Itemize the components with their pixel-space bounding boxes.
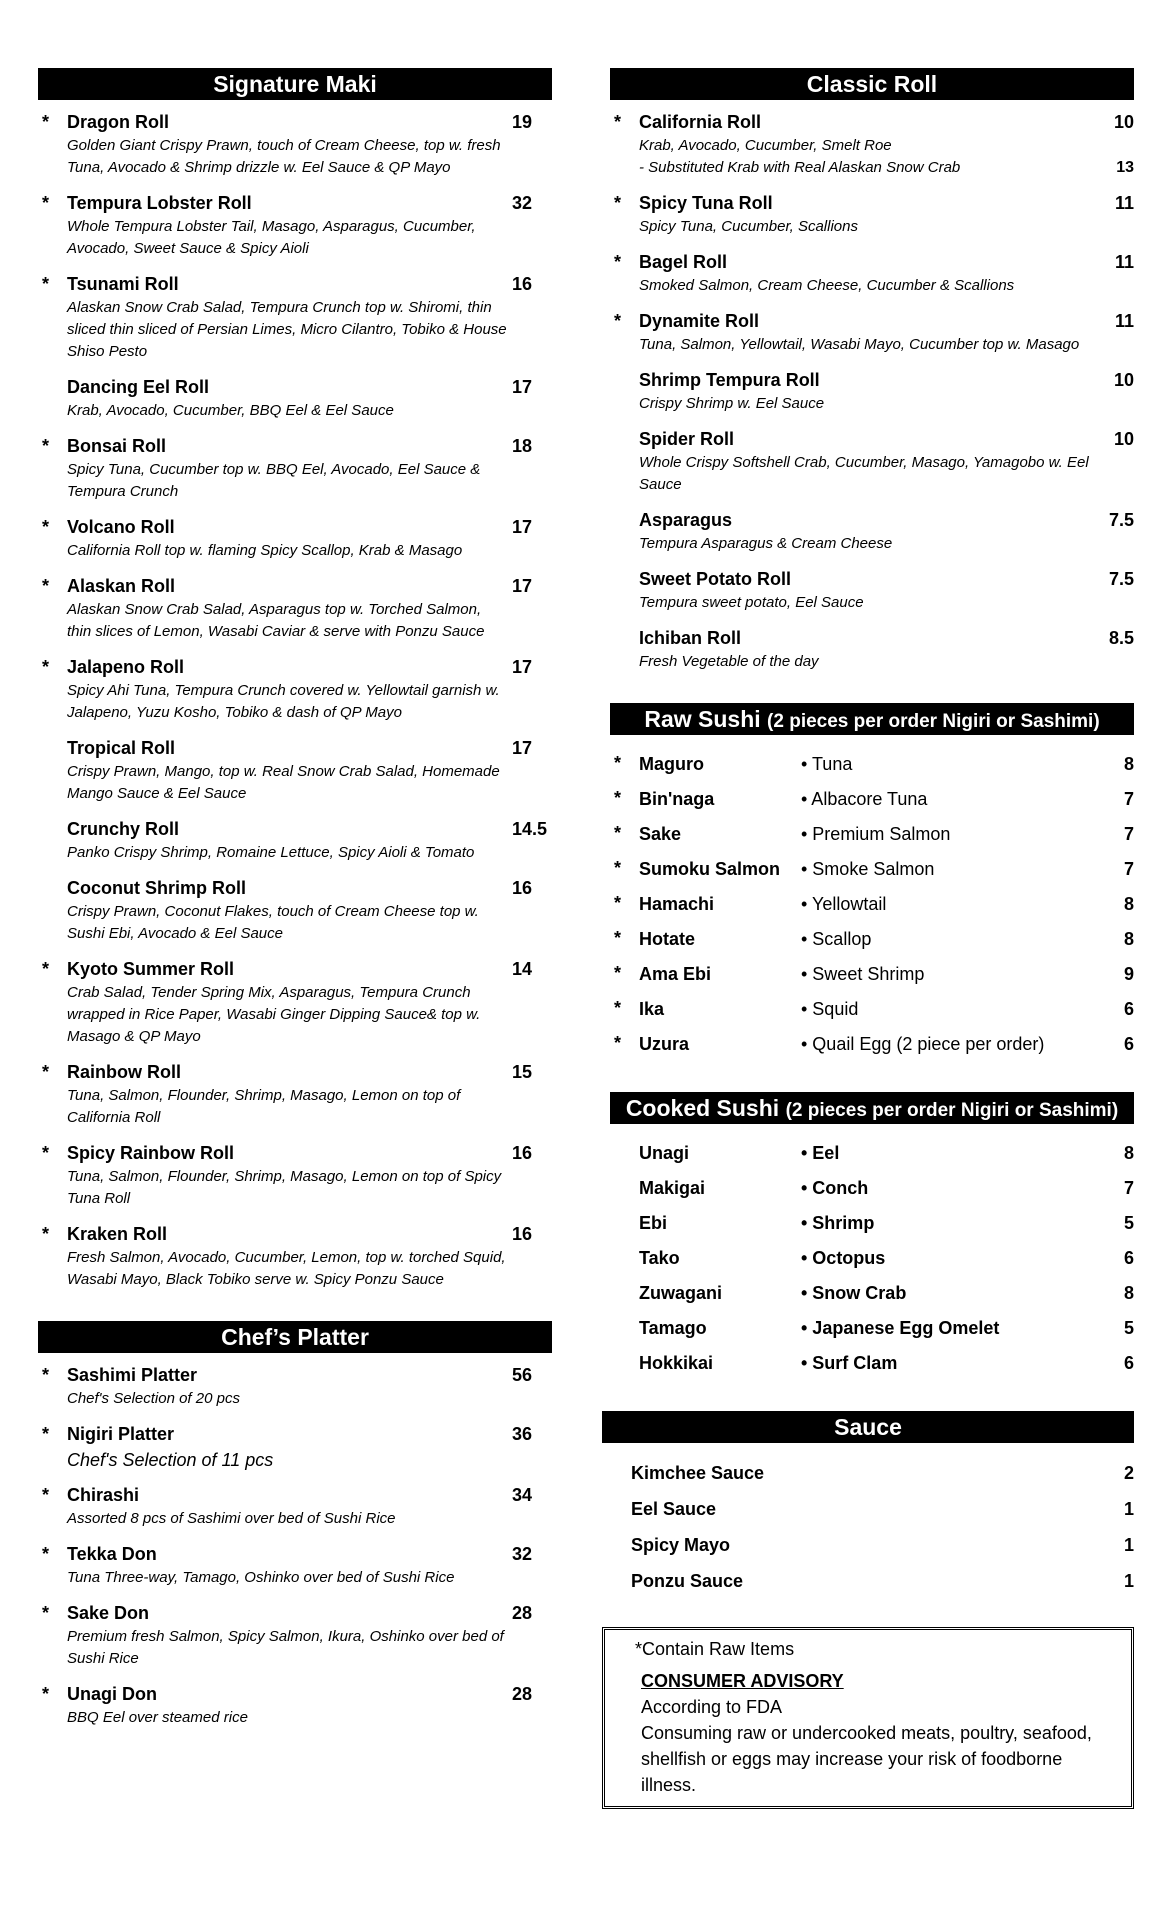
sauce-price: 1	[1123, 1534, 1134, 1555]
item-description: Crispy Shrimp w. Eel Sauce	[639, 395, 825, 412]
item-name: Crunchy Roll	[67, 819, 180, 839]
raw-item-asterisk: *	[42, 112, 50, 132]
sushi-item	[610, 1171, 1134, 1206]
item-name: Spicy Tuna Roll	[639, 193, 773, 213]
item-price: 28	[512, 1603, 533, 1623]
item-price: 28	[512, 1684, 533, 1704]
sushi-price: 7	[1123, 1178, 1134, 1198]
sushi-description: • Tuna	[801, 754, 853, 774]
signature-maki-section	[38, 68, 552, 1291]
item-header	[639, 193, 1134, 214]
item-price: 17	[512, 576, 533, 596]
item-description: Tempura Asparagus & Cream Cheese	[639, 535, 893, 552]
section-note: (2 pieces per order Nigiri or Sashimi)	[785, 1100, 1119, 1121]
item-header	[67, 517, 552, 538]
option-description: - Substituted Krab with Real Alaskan Snow Crab	[639, 159, 961, 176]
sushi-item	[610, 1311, 1134, 1346]
item-name: Tempura Lobster Roll	[67, 193, 252, 213]
sauce-name: Spicy Mayo	[631, 1534, 731, 1555]
section-title: Chef’s Platter	[38, 1321, 552, 1353]
item-name: Kyoto Summer Roll	[67, 959, 235, 979]
raw-item-asterisk: *	[614, 1033, 622, 1053]
sushi-name: Maguro	[639, 754, 704, 774]
menu-item	[610, 311, 1134, 356]
raw-items-note: *Contain Raw Items	[635, 1639, 795, 1659]
item-description: Smoked Salmon, Cream Cheese, Cucumber & Scallions	[639, 277, 1015, 294]
item-name: Ichiban Roll	[639, 628, 742, 648]
item-header	[639, 252, 1134, 273]
sauce-name: Ponzu Sauce	[631, 1570, 744, 1591]
raw-item-asterisk: *	[614, 823, 622, 843]
raw-item-asterisk: *	[42, 274, 50, 294]
item-name: Chirashi	[67, 1485, 140, 1505]
item-description: Spicy Ahi Tuna, Tempura Crunch covered w. Yellowtail garnish w. Jalapeno, Yuzu Kosho, Tobiko & dash of QP Mayo	[67, 682, 500, 721]
advisory-body: Consuming raw or undercooked meats, poultry, seafood, shellfish or eggs may increase your risk of foodborne illness.	[641, 1723, 1092, 1795]
item-price: 10	[1113, 429, 1134, 449]
sushi-item	[610, 1027, 1134, 1062]
sushi-description: • Smoke Salmon	[801, 859, 935, 879]
item-name: Tropical Roll	[67, 738, 176, 758]
item-price: 15	[512, 1062, 533, 1082]
sushi-description: • Scallop	[801, 929, 872, 949]
item-price: 17	[512, 377, 533, 397]
item-header	[67, 193, 552, 214]
sushi-name: Unagi	[639, 1143, 690, 1163]
item-description: Tuna, Salmon, Yellowtail, Wasabi Mayo, Cucumber top w. Masago	[639, 336, 1080, 353]
item-price: 10	[1113, 370, 1134, 390]
item-description: Golden Giant Crispy Prawn, touch of Cream Cheese, top w. fresh Tuna, Avocado & Shrimp drizzle w. Eel Sauce & QP Mayo	[67, 137, 501, 176]
sauce-section	[602, 1411, 1134, 1599]
sauce-item	[602, 1527, 1134, 1563]
item-header	[67, 1143, 552, 1164]
item-description: Spicy Tuna, Cucumber top w. BBQ Eel, Avocado, Eel Sauce & Tempura Crunch	[67, 461, 481, 500]
menu-item	[38, 576, 552, 643]
item-description: Alaskan Snow Crab Salad, Asparagus top w. Torched Salmon, thin slices of Lemon, Wasabi Caviar & serve with Ponzu Sauce	[67, 601, 485, 640]
sushi-price: 9	[1123, 964, 1134, 984]
menu-item	[38, 1603, 552, 1670]
item-header	[67, 112, 552, 133]
raw-item-asterisk: *	[42, 517, 50, 537]
item-description: Premium fresh Salmon, Spicy Salmon, Ikura, Oshinko over bed of Sushi Rice	[67, 1628, 504, 1667]
item-description: California Roll top w. flaming Spicy Scallop, Krab & Masago	[67, 542, 463, 559]
sushi-description: • Conch	[801, 1178, 869, 1198]
raw-item-asterisk: *	[42, 657, 50, 677]
item-name: Volcano Roll	[67, 517, 175, 537]
raw-item-asterisk: *	[614, 788, 622, 808]
sushi-item	[610, 992, 1134, 1027]
item-description: Tuna, Salmon, Flounder, Shrimp, Masago, Lemon on top of California Roll	[67, 1087, 461, 1126]
sushi-description: • Albacore Tuna	[801, 789, 928, 809]
sushi-name: Zuwagani	[639, 1283, 723, 1303]
item-price: 34	[512, 1485, 533, 1505]
menu-item	[38, 112, 552, 179]
raw-item-asterisk: *	[42, 1485, 50, 1505]
item-name: Rainbow Roll	[67, 1062, 181, 1082]
sushi-list	[610, 1136, 1134, 1381]
item-header	[67, 1603, 552, 1624]
sushi-description: • Surf Clam	[801, 1353, 898, 1373]
raw-item-asterisk: *	[614, 193, 622, 213]
item-option	[639, 157, 1134, 179]
item-price: 16	[512, 1143, 533, 1163]
sushi-price: 8	[1123, 929, 1134, 949]
menu-item	[38, 1485, 552, 1530]
sushi-price: 8	[1123, 1143, 1134, 1163]
item-list	[610, 112, 1134, 673]
raw-item-asterisk: *	[614, 112, 622, 132]
sushi-name: Ika	[639, 999, 665, 1019]
item-header	[67, 738, 552, 759]
cooked-sushi-section	[610, 1092, 1134, 1381]
item-name: Sashimi Platter	[67, 1365, 198, 1385]
item-name: Spicy Rainbow Roll	[67, 1143, 235, 1163]
sushi-item	[610, 1276, 1134, 1311]
raw-item-asterisk: *	[614, 858, 622, 878]
raw-item-asterisk: *	[614, 753, 622, 773]
raw-item-asterisk: *	[614, 963, 622, 983]
sushi-name: Tako	[639, 1248, 680, 1268]
sushi-name: Hokkikai	[639, 1353, 714, 1373]
item-price: 7.5	[1108, 510, 1134, 530]
menu-item	[38, 738, 552, 805]
sushi-description: • Snow Crab	[801, 1283, 907, 1303]
menu-item	[38, 436, 552, 503]
item-price: 32	[512, 193, 533, 213]
menu-item	[610, 252, 1134, 297]
item-name: Tsunami Roll	[67, 274, 179, 294]
section-title-text: Cooked Sushi	[625, 1095, 780, 1121]
sushi-item	[610, 782, 1134, 817]
item-description: Crab Salad, Tender Spring Mix, Asparagus, Tempura Crunch wrapped in Rice Paper, Wasabi Ginger Dipping Sauce& top w. Masago & QP Mayo	[67, 984, 481, 1045]
raw-item-asterisk: *	[614, 252, 622, 272]
item-name: Nigiri Platter	[67, 1424, 175, 1444]
sushi-name: Ebi	[639, 1213, 668, 1233]
menu-item	[610, 112, 1134, 179]
item-price: 11	[1114, 193, 1134, 213]
item-price: 17	[512, 657, 533, 677]
item-header	[639, 112, 1134, 133]
sushi-price: 7	[1123, 824, 1134, 844]
item-description: Tuna Three-way, Tamago, Oshinko over bed of Sushi Rice	[67, 1569, 455, 1586]
item-name: Spider Roll	[639, 429, 735, 449]
section-title	[610, 703, 1134, 735]
menu-item	[610, 628, 1134, 673]
sushi-name: Hotate	[639, 929, 696, 949]
sushi-item	[610, 1136, 1134, 1171]
item-price: 18	[512, 436, 533, 456]
sushi-price: 5	[1123, 1213, 1134, 1233]
sauce-price: 2	[1123, 1462, 1134, 1483]
item-name: California Roll	[639, 112, 762, 132]
right-column	[610, 68, 1134, 1809]
raw-item-asterisk: *	[614, 893, 622, 913]
menu-item	[610, 429, 1134, 496]
item-name: Sake Don	[67, 1603, 150, 1623]
item-price: 11	[1114, 311, 1134, 331]
menu-item	[38, 1544, 552, 1589]
sushi-item	[610, 957, 1134, 992]
item-description: Fresh Salmon, Avocado, Cucumber, Lemon, top w. torched Squid, Wasabi Mayo, Black Tobiko serve w. Spicy Ponzu Sauce	[67, 1249, 506, 1288]
option-price: 13	[1116, 159, 1134, 176]
item-description: Chef's Selection of 11 pcs	[67, 1450, 274, 1470]
sauce-list	[602, 1455, 1134, 1599]
sushi-description: • Octopus	[801, 1248, 886, 1268]
item-price: 56	[512, 1365, 533, 1385]
sushi-name: Ama Ebi	[639, 964, 712, 984]
sushi-name: Tamago	[639, 1318, 707, 1338]
item-description: Assorted 8 pcs of Sashimi over bed of Sushi Rice	[67, 1510, 396, 1527]
section-title: Sauce	[602, 1411, 1134, 1443]
item-name: Coconut Shrimp Roll	[67, 878, 246, 898]
item-price: 32	[512, 1544, 533, 1564]
sushi-price: 6	[1123, 1248, 1134, 1268]
menu-item	[610, 193, 1134, 238]
menu-item	[38, 1224, 552, 1291]
sushi-name: Hamachi	[639, 894, 715, 914]
item-price: 19	[512, 112, 533, 132]
sushi-price: 6	[1123, 1353, 1134, 1373]
sushi-price: 7	[1123, 789, 1134, 809]
item-header	[67, 377, 552, 398]
sushi-name: Makigai	[639, 1178, 706, 1198]
menu-item	[38, 517, 552, 562]
item-description: Fresh Vegetable of the day	[639, 653, 819, 670]
item-name: Shrimp Tempura Roll	[639, 370, 820, 390]
sushi-item	[610, 1346, 1134, 1381]
item-name: Jalapeno Roll	[67, 657, 185, 677]
item-header	[639, 429, 1134, 450]
item-header	[67, 1544, 552, 1565]
sushi-description: • Squid	[801, 999, 859, 1019]
item-description: Tempura sweet potato, Eel Sauce	[639, 594, 864, 611]
menu-item	[38, 657, 552, 724]
sushi-price: 8	[1123, 754, 1134, 774]
sauce-price: 1	[1123, 1570, 1134, 1591]
raw-item-asterisk: *	[42, 1062, 50, 1082]
section-title-text: Raw Sushi	[644, 706, 761, 732]
item-price: 14	[512, 959, 533, 979]
item-description: BBQ Eel over steamed rice	[67, 1709, 248, 1726]
menu-item	[38, 274, 552, 363]
item-name: Unagi Don	[67, 1684, 157, 1704]
item-header	[67, 1062, 552, 1083]
sushi-name: Uzura	[639, 1034, 690, 1054]
raw-item-asterisk: *	[42, 1143, 50, 1163]
section-title: Classic Roll	[610, 68, 1134, 100]
sushi-item	[610, 1206, 1134, 1241]
item-name: Alaskan Roll	[67, 576, 176, 596]
raw-item-asterisk: *	[42, 959, 50, 979]
item-price: 8.5	[1108, 628, 1134, 648]
menu-item	[38, 193, 552, 260]
item-name: Dancing Eel Roll	[67, 377, 210, 397]
section-title	[610, 1092, 1134, 1124]
item-header	[67, 1485, 552, 1506]
raw-item-asterisk: *	[42, 193, 50, 213]
menu-item	[38, 819, 552, 864]
item-name: Kraken Roll	[67, 1224, 168, 1244]
sauce-price: 1	[1123, 1498, 1134, 1519]
item-name: Bonsai Roll	[67, 436, 167, 456]
sushi-item	[610, 1241, 1134, 1276]
item-name: Dynamite Roll	[639, 311, 760, 331]
sauce-name: Kimchee Sauce	[631, 1462, 765, 1483]
item-price: 36	[512, 1424, 533, 1444]
raw-item-asterisk: *	[42, 1684, 50, 1704]
item-price: 16	[512, 274, 533, 294]
sushi-list	[610, 747, 1134, 1062]
item-header	[639, 311, 1134, 332]
sauce-name: Eel Sauce	[631, 1498, 717, 1519]
item-header	[639, 510, 1134, 531]
item-price: 17	[512, 738, 533, 758]
item-price: 17	[512, 517, 533, 537]
item-header	[67, 1424, 552, 1445]
raw-sushi-section	[610, 703, 1134, 1062]
item-header	[67, 819, 552, 840]
item-name: Tekka Don	[67, 1544, 157, 1564]
item-price: 7.5	[1108, 569, 1134, 589]
sushi-description: • Eel	[801, 1143, 840, 1163]
item-header	[67, 576, 552, 597]
sushi-description: • Yellowtail	[801, 894, 887, 914]
item-header	[67, 878, 552, 899]
item-description: Spicy Tuna, Cucumber, Scallions	[639, 218, 858, 235]
sushi-price: 7	[1123, 859, 1134, 879]
raw-item-asterisk: *	[42, 436, 50, 456]
item-price: 14.5	[512, 819, 548, 839]
menu-item	[38, 1365, 552, 1410]
sushi-description: • Premium Salmon	[801, 824, 951, 844]
raw-item-asterisk: *	[42, 1365, 50, 1385]
item-header	[67, 274, 552, 295]
item-header	[67, 1684, 552, 1705]
sushi-price: 8	[1123, 1283, 1134, 1303]
item-price: 11	[1114, 252, 1134, 272]
sushi-price: 5	[1123, 1318, 1134, 1338]
item-description: Chef's Selection of 20 pcs	[67, 1390, 240, 1407]
menu-item	[610, 510, 1134, 555]
sushi-name: Sake	[639, 824, 682, 844]
sushi-item	[610, 747, 1134, 782]
item-header	[67, 1224, 552, 1245]
sushi-description: • Japanese Egg Omelet	[801, 1318, 1000, 1338]
left-column	[38, 68, 552, 1759]
menu-item	[610, 370, 1134, 415]
item-name: Sweet Potato Roll	[639, 569, 792, 589]
item-header	[67, 436, 552, 457]
item-description: Crispy Prawn, Coconut Flakes, touch of Cream Cheese top w. Sushi Ebi, Avocado & Eel Sauce	[67, 903, 479, 942]
menu-item	[610, 569, 1134, 614]
item-header	[67, 1365, 552, 1386]
sushi-item	[610, 922, 1134, 957]
raw-item-asterisk: *	[42, 1424, 50, 1444]
consumer-advisory-box	[602, 1627, 1134, 1809]
item-name: Dragon Roll	[67, 112, 169, 132]
sushi-price: 8	[1123, 894, 1134, 914]
raw-item-asterisk: *	[42, 1603, 50, 1623]
raw-item-asterisk: *	[614, 311, 622, 331]
item-name: Bagel Roll	[639, 252, 728, 272]
item-description: Tuna, Salmon, Flounder, Shrimp, Masago, Lemon on top of Spicy Tuna Roll	[67, 1168, 502, 1207]
item-description: Panko Crispy Shrimp, Romaine Lettuce, Spicy Aioli & Tomato	[67, 844, 475, 861]
sushi-name: Bin'naga	[639, 789, 715, 809]
item-header	[67, 959, 552, 980]
menu-item	[38, 1143, 552, 1210]
item-price: 16	[512, 878, 533, 898]
menu-item	[38, 878, 552, 945]
sushi-description: • Sweet Shrimp	[801, 964, 925, 984]
item-list	[38, 112, 552, 1291]
item-description: Krab, Avocado, Cucumber, Smelt Roe	[639, 137, 892, 154]
sushi-description: • Quail Egg (2 piece per order)	[801, 1034, 1045, 1054]
sushi-item	[610, 852, 1134, 887]
item-description: Krab, Avocado, Cucumber, BBQ Eel & Eel Sauce	[67, 402, 394, 419]
advisory-source: According to FDA	[641, 1697, 783, 1717]
raw-item-asterisk: *	[42, 1544, 50, 1564]
sushi-item	[610, 817, 1134, 852]
sushi-item	[610, 887, 1134, 922]
classic-roll-section	[610, 68, 1134, 673]
item-header	[67, 657, 552, 678]
raw-item-asterisk: *	[42, 1224, 50, 1244]
sauce-item	[602, 1455, 1134, 1491]
raw-item-asterisk: *	[614, 998, 622, 1018]
item-description: Whole Crispy Softshell Crab, Cucumber, Masago, Yamagobo w. Eel Sauce	[639, 454, 1089, 493]
chefs-platter-section	[38, 1321, 552, 1729]
item-description: Crispy Prawn, Mango, top w. Real Snow Crab Salad, Homemade Mango Sauce & Eel Sauce	[67, 763, 500, 802]
menu-item	[38, 959, 552, 1048]
sushi-description: • Shrimp	[801, 1213, 875, 1233]
sauce-item	[602, 1491, 1134, 1527]
advisory-title: CONSUMER ADVISORY	[641, 1671, 844, 1691]
item-header	[639, 569, 1134, 590]
menu-item	[38, 1684, 552, 1729]
item-header	[639, 370, 1134, 391]
item-header	[639, 628, 1134, 649]
sushi-name: Sumoku Salmon	[639, 859, 781, 879]
item-name: Asparagus	[639, 510, 733, 530]
raw-item-asterisk: *	[42, 576, 50, 596]
item-price: 10	[1113, 112, 1134, 132]
menu-item	[38, 1424, 552, 1471]
section-title: Signature Maki	[38, 68, 552, 100]
sauce-item	[602, 1563, 1134, 1599]
section-note: (2 pieces per order Nigiri or Sashimi)	[767, 711, 1100, 732]
sushi-price: 6	[1123, 999, 1134, 1019]
item-description: Whole Tempura Lobster Tail, Masago, Asparagus, Cucumber, Avocado, Sweet Sauce & Spicy Aioli	[67, 218, 476, 257]
menu-item	[38, 1062, 552, 1129]
raw-item-asterisk: *	[614, 928, 622, 948]
menu-item	[38, 377, 552, 422]
sushi-price: 6	[1123, 1034, 1134, 1054]
item-price: 16	[512, 1224, 533, 1244]
item-description: Alaskan Snow Crab Salad, Tempura Crunch top w. Shiromi, thin sliced thin sliced of Persian Limes, Micro Cilantro, Tobiko & House Shiso Pesto	[67, 299, 507, 360]
item-list	[38, 1365, 552, 1729]
